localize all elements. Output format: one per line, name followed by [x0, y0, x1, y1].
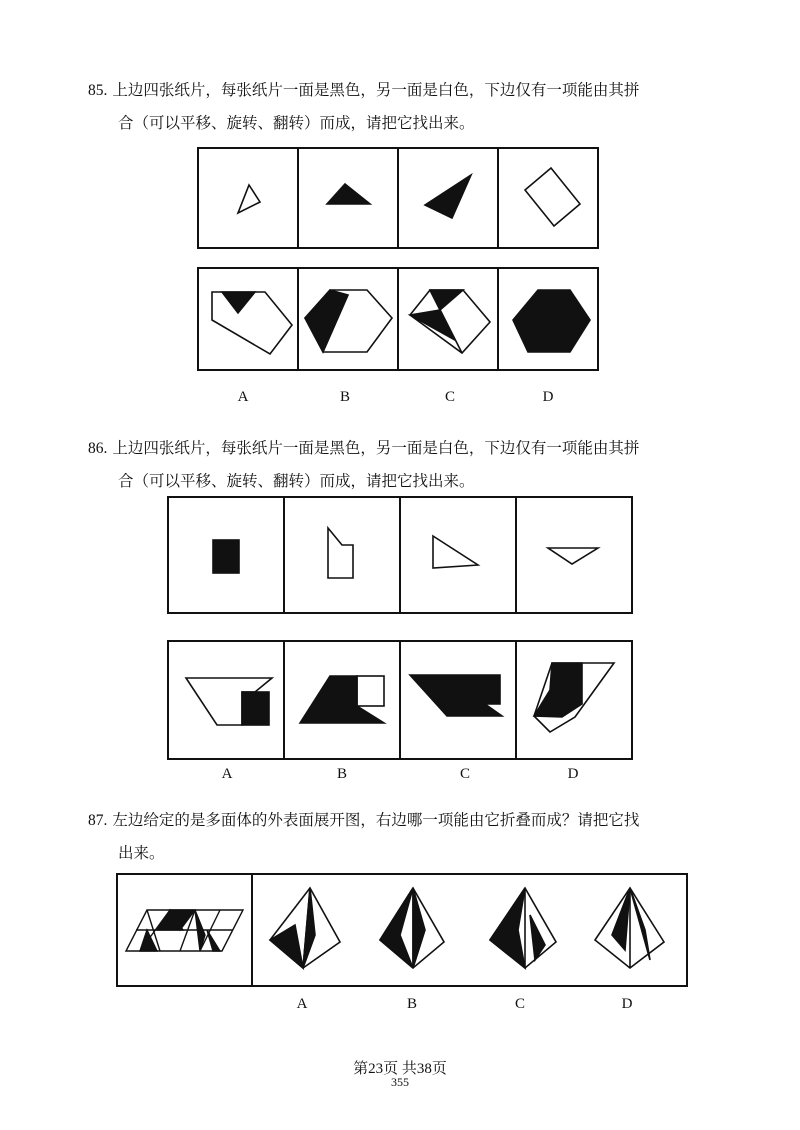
q87-option-d-figure: [595, 888, 664, 968]
question-87-text: 87. 左边给定的是多面体的外表面展开图，右边哪一项能由它折叠而成？请把它找 出来。: [88, 811, 640, 862]
question-86-text: 86. 上边四张纸片，每张纸片一面是黑色，另一面是白色，下边仅有一项能由其拼 合（可以平移、旋转、翻转）而成，请把它找出来。: [88, 439, 640, 490]
q85-option-a-figure: [212, 292, 292, 354]
q85-option-label-a[interactable]: A: [237, 389, 249, 405]
q86-piece-white-right-triangle: [433, 536, 478, 568]
q85-option-label-d[interactable]: D: [542, 389, 554, 405]
q85-option-c-figure: [410, 290, 490, 353]
q85-piece-black-long-triangle: [425, 175, 471, 218]
q85-piece-white-rectangle: [525, 168, 580, 226]
q86-option-label-d[interactable]: D: [567, 766, 579, 782]
q87-option-label-b[interactable]: B: [406, 996, 417, 1012]
q86-option-d-figure: [534, 663, 614, 732]
q87-option-label-c[interactable]: C: [514, 996, 525, 1012]
q85-option-d-figure: [513, 290, 590, 352]
q85-piece-black-triangle: [327, 184, 370, 204]
q87-option-a-figure: [270, 888, 340, 968]
q87-option-label-a[interactable]: A: [296, 996, 308, 1012]
q85-option-b-figure: [305, 290, 392, 352]
q85-option-label-b[interactable]: B: [339, 389, 350, 405]
q85-option-label-c[interactable]: C: [444, 389, 455, 405]
q86-option-label-c[interactable]: C: [459, 766, 470, 782]
q86-piece-white-trapezoid: [328, 528, 353, 578]
q86-option-b-figure: [300, 676, 384, 723]
q86-option-label-b[interactable]: B: [336, 766, 347, 782]
q86-piece-white-inverted-triangle: [548, 548, 598, 564]
q87-option-label-d[interactable]: D: [621, 996, 633, 1012]
q87-net-figure: [126, 910, 243, 951]
q86-option-c-figure: [410, 675, 502, 716]
question-85-text: 85. 上边四张纸片，每张纸片一面是黑色，另一面是白色，下边仅有一项能由其拼 合（可以平移、旋转、翻转）而成，请把它找出来。: [88, 81, 640, 132]
q86-piece-black-rectangle: [213, 540, 239, 573]
q87-option-b-figure: [380, 888, 444, 968]
q87-option-c-figure: [490, 888, 556, 968]
q86-option-a-figure: [186, 678, 272, 725]
q86-option-label-a[interactable]: A: [221, 766, 233, 782]
page-info: 第23页 共38页: [353, 1061, 447, 1077]
page-number: 355: [391, 1075, 409, 1089]
q85-piece-small-white-triangle: [238, 185, 260, 213]
